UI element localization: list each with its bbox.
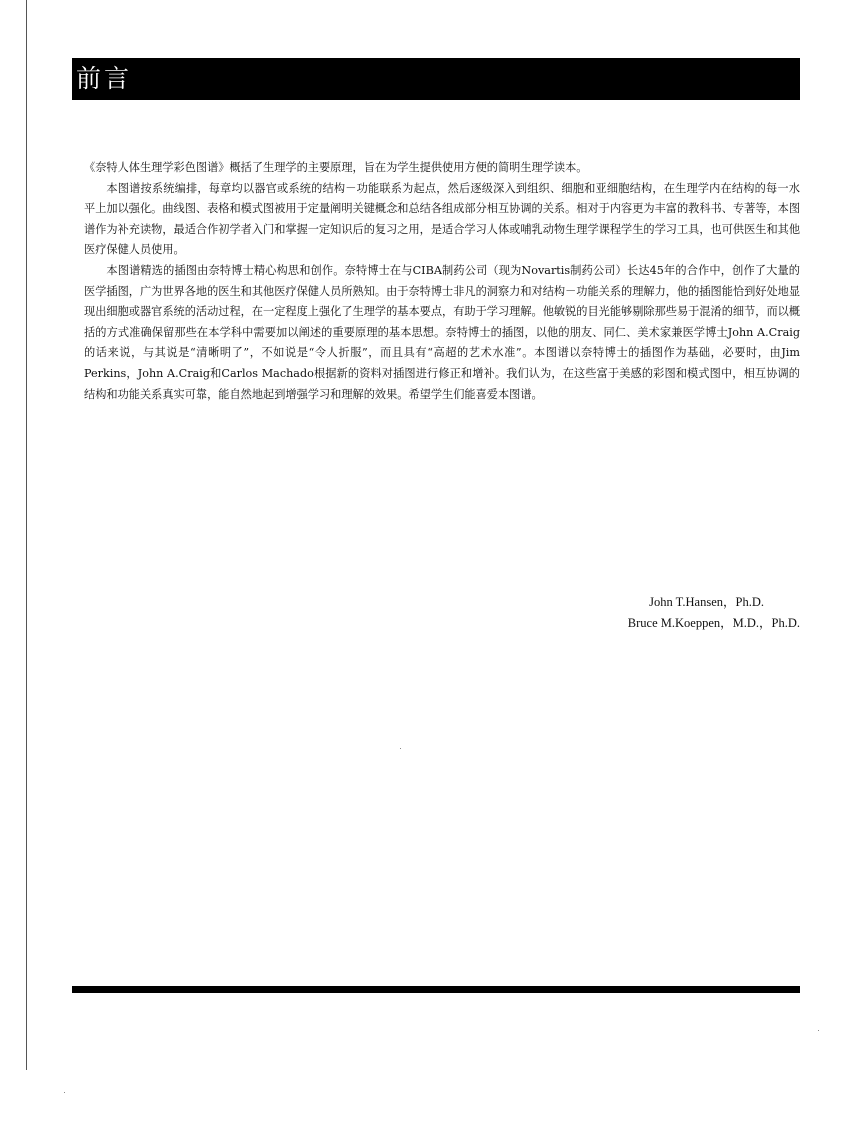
preface-body bbox=[84, 158, 800, 405]
signature-author-2: Bruce M.Koeppen，M.D.，Ph.D. bbox=[627, 616, 800, 630]
header-bar bbox=[72, 58, 800, 100]
paragraph-intro: 《奈特人体生理学彩色图谱》概括了生理学的主要原理，旨在为学生提供使用方便的简明生理学读本。 bbox=[84, 161, 588, 174]
signature-block bbox=[628, 592, 800, 634]
scan-speck bbox=[64, 1092, 65, 1093]
scan-speck bbox=[400, 748, 401, 749]
page-margin-rule bbox=[26, 0, 27, 1070]
page-title: 前言 bbox=[76, 64, 133, 93]
footer-bar bbox=[72, 986, 800, 993]
paragraph-organization: 本图谱按系统编排，每章均以器官或系统的结构－功能联系为起点，然后逐级深入到组织、细胞和亚细胞结构，在生理学内在结构的每一水平上加以强化。曲线图、表格和模式图被用于定量阐明关键概念和总结各组成部分相互协调的关系。相对于内容更为丰富的教科书、专著等，本图谱作为补充读物，最适合作初学者入门和掌握一定知识后的复习之用，是适合学习人体或哺乳动物生理学课程学生的学习工具，也可供医生和其他医疗保健人员使用。 bbox=[84, 181, 801, 257]
paragraph-illustrations: 本图谱精选的插图由奈特博士精心构思和创作。奈特博士在与CIBA制药公司（现为Novartis制药公司）长达45年的合作中，创作了大量的医学插图，广为世界各地的医生和其他医疗保健人员所熟知。由于奈特博士非凡的洞察力和对结构－功能关系的理解力，他的插图能恰到好处地显现出细胞或器官系统的活动过程，在一定程度上强化了生理学的基本要点，有助于学习理解。他敏锐的目光能够剔除那些易于混淆的细节，而以概括的方式准确保留那些在本学科中需要加以阐述的重要原理的基本思想。奈特博士的插图，以他的朋友、同仁、美术家兼医学博士John A.Craig的话来说，与其说是“清晰明了”，不如说是“令人折服”，而且具有“高超的艺术水准”。本图谱以奈特博士的插图作为基础，必要时，由Jim Perkins，John A.Craig和Carlos Machado根据新的资料对插图进行修正和增补。我们认为，在这些富于美感的彩图和模式图中，相互协调的结构和功能关系真实可靠，能自然地起到增强学习和理解的效果。希望学生们能喜爱本图谱。 bbox=[84, 263, 801, 401]
signature-author-1: John T.Hansen，Ph.D. bbox=[649, 595, 764, 609]
scan-speck bbox=[818, 1030, 819, 1031]
